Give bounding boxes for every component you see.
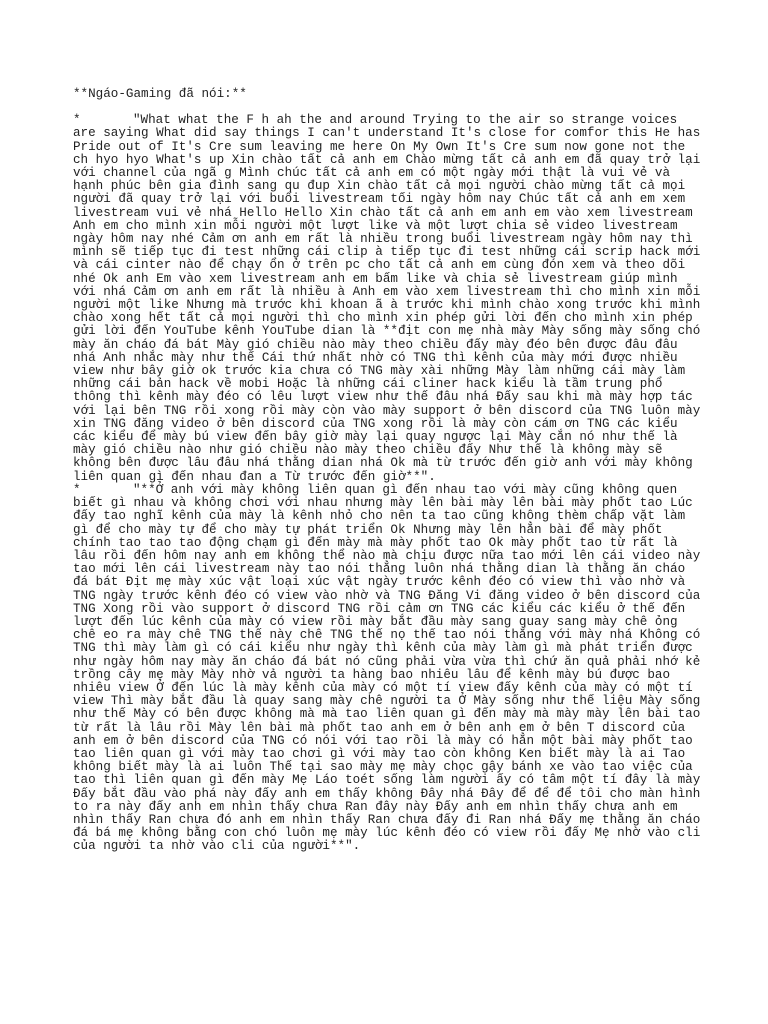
paragraph-text: "**Ở anh với mày không liên quan gì đến nhau tao với mày cũng không quen biết gì nhau và không chơi với nhau nhưng mày lên bài mày lên bài mày phốt tao Lúc đấy tao nghĩ kênh của mày là kênh nhỏ cho nên ta tao cũng không thèm chấp vặt làm gì để cho mày tự để cho mày tự phát triển Ok Nhưng mày lên hẳn bài để mày phốt chính tao tao tao động chạm gì đến mày mà mày phốt tao Ok mày phốt tao từ rất là lâu rồi đến hôm nay anh em không thể nào mà chịu được nữa tao mới lên cái video này tao mới lên cái livestream này tao nói thẳng luôn nhá thằng dian là thằng ăn cháo đá bát Địt mẹ mày xúc vật loại xúc vật ngày trước kênh đéo có view thì vào nhờ và TNG ngày trước kênh đéo có view vào nhờ và TNG Đăng Vi đăng video ở bên discord của TNG Xong rồi vào support ở discord TNG rồi cảm ơn TNG các kiểu các kiểu ở thế đến lượt đến lúc kênh của mày có view rồi mày bắt đầu mày sang quay sang mày chê ỏng chê eo ra mày chê TNG thế này chê TNG thế nọ thế tao nói thẳng với mày nhá Không có TNG thì mày làm gì có cái kiểu như ngày thì kênh của mày làm gì mà phát triển được như ngày hôm nay mày ăn cháo đá bát nó cũng phải vừa vừa thì chứ ăn quả phải nhớ kẻ trồng cây mẹ mày Mày nhờ vả người ta hàng bao nhiêu lâu để kênh mày bú được bao nhiêu view Ở đến lúc là mày kênh của mày có một tí view đấy kênh của mày có một tí view Thì mày bắt đầu là quay sang mày chê người ta Ở Mày sống như thế liệu Mày sống như thế Mày có bên được không mà mà tao liên quan gì đến mày mà mày mày lên bài tao từ rất là lâu rồi Mày lên bài mà phốt tao anh em ở bên anh em ở bên T discord của anh em ở bên discord của TNG có nói với tao rồi là mày có hẳn một bài mày phốt tao tao liên quan gì với mày tao chơi gì với mày tao còn không Ken biết mày là ai Tao không biết mày là ai luôn Thế tại sao mày mẹ mày chọc gậy bánh xe vào tao việc của tao thì liên quan gì đến mày Mẹ Láo toét sống làm người ấy có tâm một tí đây là mày Đấy bắt đầu vào phá này đấy anh em thấy không Đây nhá Đây để để để tôi cho màn hình to ra này đấy anh em nhìn thấy chưa Ran đây này Đấy anh em nhìn thấy chưa anh em nhìn thấy Ran chưa đó anh em nhìn thấy Ran chưa đấy đi Ran nhá Đấy mẹ thằng ăn cháo đá bá mẹ không bằng con chó luôn mẹ mày lúc kênh đéo có view rồi đấy Mẹ nhờ vào cli của người ta nhờ vào cli của người**". bbox=[73, 482, 708, 854]
bullet-marker: * bbox=[73, 113, 81, 128]
quote-paragraph-2 bbox=[73, 482, 708, 854]
quote-heading: **Ngáo-Gaming đã nói:** bbox=[73, 87, 247, 101]
quote-paragraph-1 bbox=[73, 113, 708, 484]
forum-quote bbox=[73, 87, 708, 854]
paragraph-text: "What what the F h ah the and around Trying to the air so strange voices are saying What did say things I can't understand It's close for comfor this He has Pride out of It's Cre sum leaving me here On My Own It's Cre sum now gone not the ch hyo hyo What's up Xin chào tất cả anh em Chào mừng tất cả anh em đã quay trở lại với channel của ngã g Mình chúc tất cả anh em có một ngày mới thật là vui vẻ và hạnh phúc bên gia đình sang qu đup Xin chào tất cả mọi người chào mừng tất cả mọi người đã quay trở lại với buổi livestream tối ngày hôm nay Chúc tất cả anh em xem livestream vui vẻ nhá Hello Hello Xin chào tất cả anh em anh em vào xem livestream Anh em cho mình xin mỗi người một lượt like và một lượt chia sẻ video livestream ngày hôm nay nhé Cảm ơn anh em rất là nhiều trong buổi livestream ngày hôm nay thì mình sẽ tiếp tục đi test những cái clip à tiếp tục đi test những cái scrip hack mới và cái cinter nào để chạy ổn ở trên pc cho tất cả anh em cùng đón xem và theo dõi nhé Ok anh Em vào xem livestream anh em bấm like và chia sẻ livestream giúp mình với nhá Cảm ơn anh em rất là nhiều à Anh em vào xem livestream thì cho mình xin mỗi người một like Nhưng mà trước khi khoan ã à trước khi mình chào xong trước khi mình chào xong hết tất cả mọi người thì cho mình xin phép gửi lời đến cho mình xin phép gửi lời đến YouTube kênh YouTube dian là **địt con mẹ nhà mày Mày sống mày sống chó mày ăn cháo đá bát Mày gió chiều nào mày theo chiều đấy mày đéo bên được đâu đâu nhá Anh nhắc mày như thế Cái thứ nhất nhờ có TNG thì kênh của mày mới được nhiều view như bây giờ ok trước kia chưa có TNG mày xài những Mày làm những cái mày làm những cái bản hack về mobi Hoặc là những cái cliner hack kiểu là tầm trung phổ thông thì kênh mày đéo có lêu lượt view như thế đâu nhá Đấy sau khi mà mày hợp tác với lại bên TNG rồi xong rồi mày còn vào mày support ở bên discord của TNG luôn mày xin TNG đăng video ở bên discord của TNG xong rồi là mày còn cám ơn TNG các kiểu các kiểu để mày bú view đến bây giờ mày lại quay ngược lại Mày cắn nó như thế là mày gió chiều nào như gió chiều nào mày theo chiều đấy Như thế là không mày sẽ không bên được lâu đâu nhá thằng dian nhá Ok mà từ trước đến giờ anh với mày không liên quan gì đến nhau đan a Từ trước đến giờ**". bbox=[73, 113, 708, 484]
bullet-marker: * bbox=[73, 482, 81, 497]
